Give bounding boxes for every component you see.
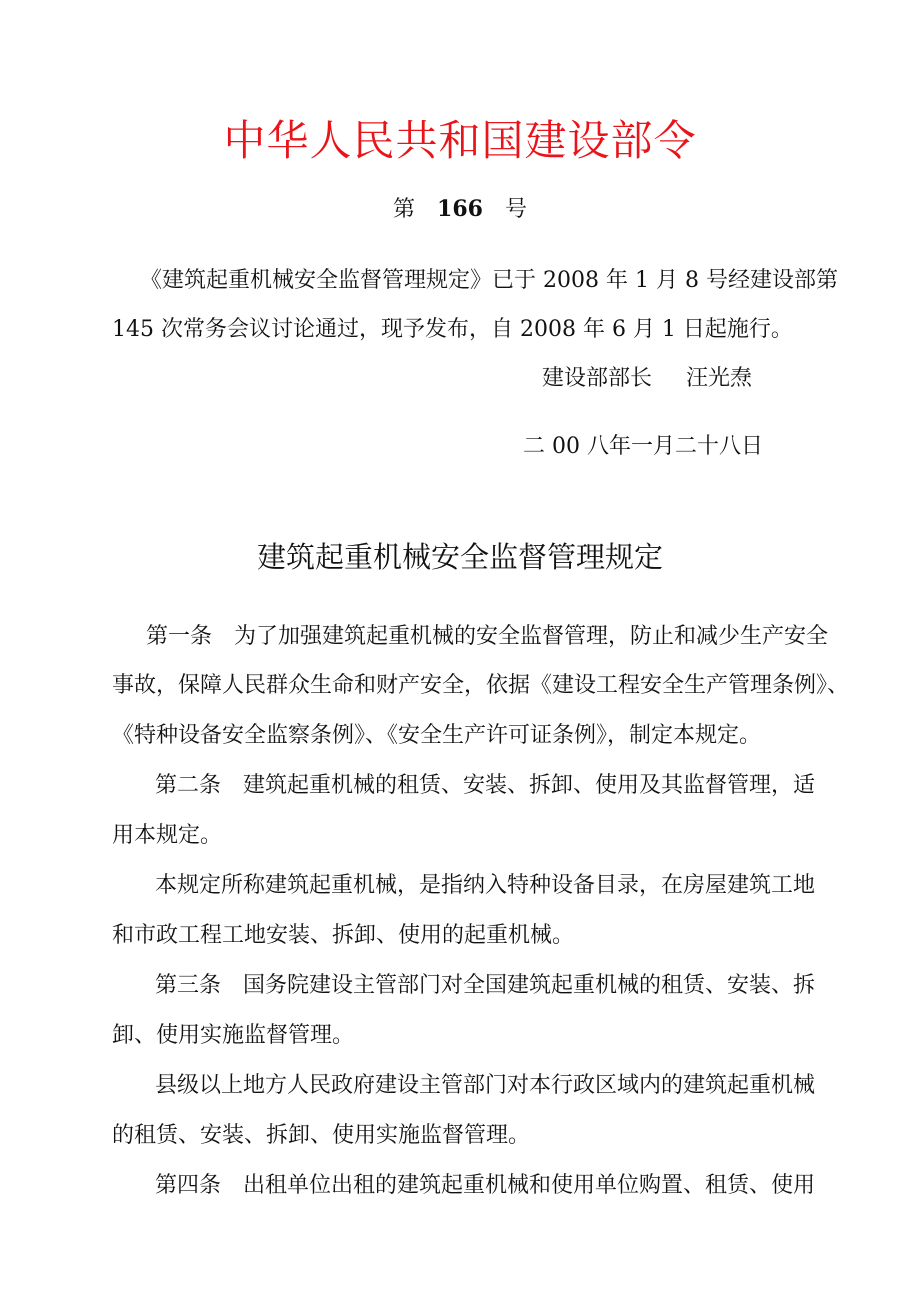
order-suffix: 号 [504,197,527,222]
regulation-line: 事故，保障人民群众生命和财产安全，依据《建设工程安全生产管理条例》、 [112,673,850,698]
order-prefix: 第 [393,197,416,222]
regulation-line: 的租赁、安装、拆卸、使用实施监督管理。 [112,1123,531,1148]
regulation-line: 第二条 建筑起重机械的租赁、安装、拆卸、使用及其监督管理，适 [155,773,816,798]
regulation-line: 本规定所称建筑起重机械，是指纳入特种设备目录，在房屋建筑工地 [155,873,816,898]
signer-title: 建设部部长 [542,366,653,391]
regulation-line: 用本规定。 [112,823,223,848]
decree-number-line [0,192,920,223]
order-number: 166 [437,196,483,222]
announcement-line-1: 《建筑起重机械安全监督管理规定》已于 2008 年 1 月 8 号经建设部第 [140,268,838,293]
regulation-line: 卸、使用实施监督管理。 [112,1023,355,1048]
signature-block [542,361,752,392]
regulation-title: 建筑起重机械安全监督管理规定 [256,540,663,574]
signer-name: 汪光焘 [686,366,753,391]
regulation-line: 《特种设备安全监察条例》、《安全生产许可证条例》，制定本规定。 [112,723,762,748]
regulation-line: 县级以上地方人民政府建设主管部门对本行政区域内的建筑起重机械 [155,1073,816,1098]
regulation-line: 第四条 出租单位出租的建筑起重机械和使用单位购置、租赁、使用 [155,1173,816,1198]
regulation-line: 第三条 国务院建设主管部门对全国建筑起重机械的租赁、安装、拆 [155,973,816,998]
decree-title: 中华人民共和国建设部令 [223,116,697,165]
announcement-line-2: 145 次常务会议讨论通过，现予发布，自 2008 年 6 月 1 日起施行。 [112,317,793,342]
decree-date: 二 00 八年一月二十八日 [523,434,763,459]
regulation-line: 第一条 为了加强建筑起重机械的安全监督管理，防止和减少生产安全 [146,624,829,649]
regulation-line: 和市政工程工地安装、拆卸、使用的起重机械。 [112,923,575,948]
